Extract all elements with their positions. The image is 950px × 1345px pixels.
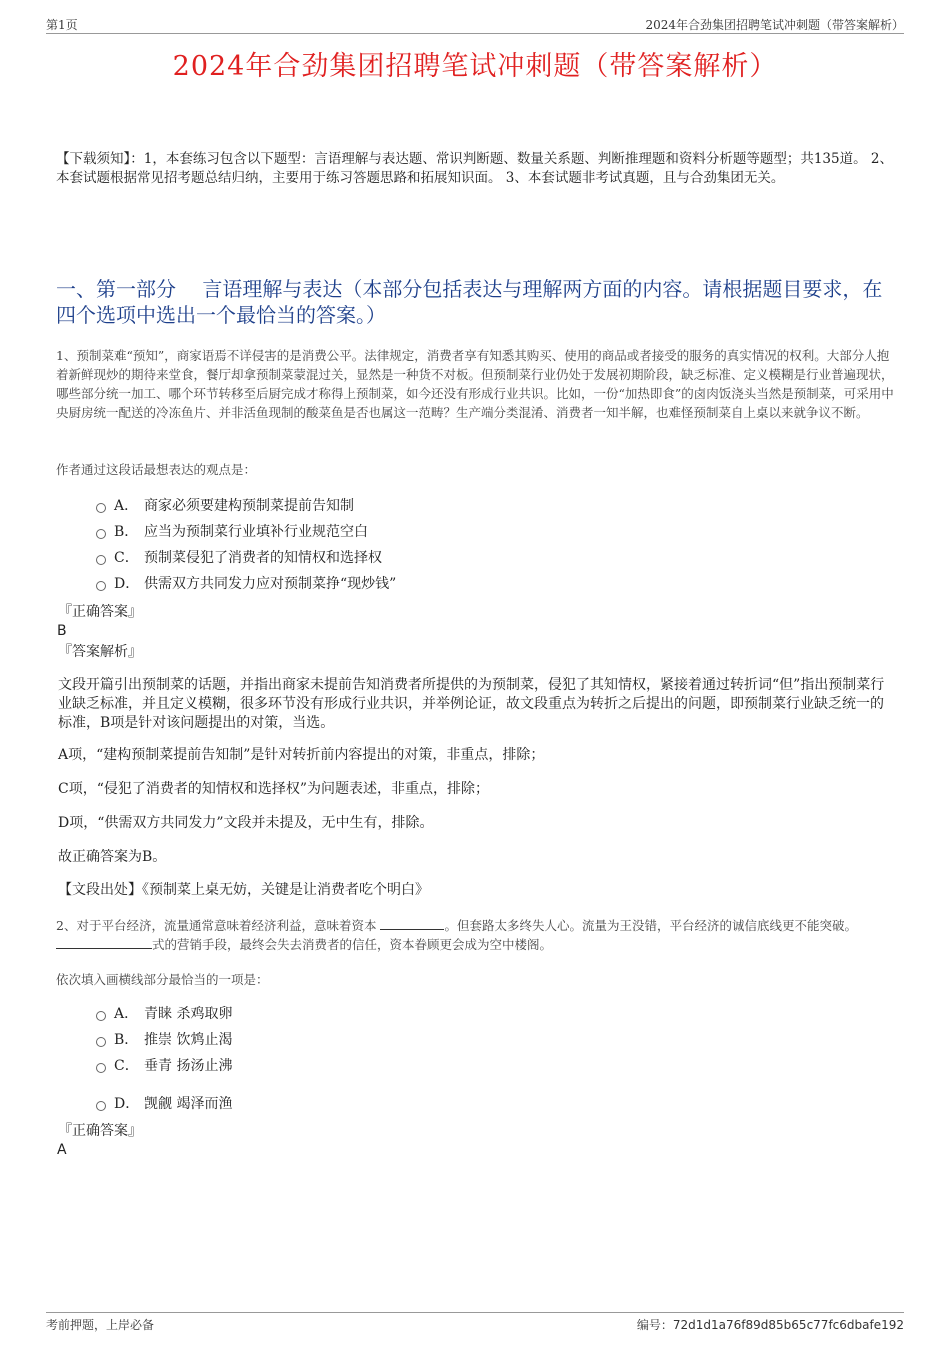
radio-icon[interactable]: [96, 529, 106, 539]
radio-icon[interactable]: [96, 555, 106, 565]
q2-answer-label: 『正确答案』: [58, 1123, 142, 1139]
fill-blank-2: [56, 935, 152, 949]
q2-option-c[interactable]: C． 垂青 扬汤止沸: [96, 1056, 232, 1076]
q1-analysis-d: D项，“供需双方共同发力”文段并未提及，无中生有，排除。: [58, 815, 434, 831]
radio-icon[interactable]: [96, 1063, 106, 1073]
section-title: 一、第一部分 言语理解与表达（本部分包括表达与理解两方面的内容。请根据题目要求，在四个选项中选出一个最恰当的答案。）: [56, 277, 883, 327]
question-1-prompt: 作者通过这段话最想表达的观点是：: [56, 462, 257, 477]
question-2-text: 2、对于平台经济，流量通常意味着经济利益，意味着资本 。但套路太多终失人心。流量为王没错，平台经济的诚信底线更不能突破。 式的营销手段，最终会失去消费者的信任，资本眷顾更会成为空中楼阁。: [56, 918, 857, 952]
page-number: 第1页: [46, 18, 78, 32]
footer-code: 编号：72d1d1a76f89d85b65c77fc6dbafe192: [636, 1318, 904, 1332]
q2-option-d[interactable]: D． 觊觎 竭泽而渔: [96, 1094, 232, 1114]
download-notice: 【下载须知】：1，本套练习包含以下题型：言语理解与表达题、常识判断题、数量关系题、判断推理题和资料分析题等题型；共135道。 2、本套试题根据常见招考题总结归纳，主要用于练习答题思路和拓展知识面。 3、本套试题非考试真题，且与合劲集团无关。: [56, 151, 893, 186]
q1-source: 【文段出处】《预制菜上桌无妨，关键是让消费者吃个明白》: [58, 882, 429, 898]
q1-option-b[interactable]: B． 应当为预制菜行业填补行业规范空白: [96, 522, 368, 542]
q1-option-d[interactable]: D． 供需双方共同发力应对预制菜挣“现炒钱”: [96, 574, 396, 594]
q1-answer-label: 『正确答案』: [58, 604, 142, 620]
q1-option-a[interactable]: A． 商家必须要建构预制菜提前告知制: [96, 496, 354, 516]
radio-icon[interactable]: [96, 503, 106, 513]
header-doc-title: 2024年合劲集团招聘笔试冲刺题（带答案解析）: [645, 18, 904, 32]
q2-option-b[interactable]: B． 推崇 饮鸩止渴: [96, 1030, 232, 1050]
footer-slogan: 考前押题，上岸必备: [46, 1318, 155, 1332]
q1-option-c[interactable]: C． 预制菜侵犯了消费者的知情权和选择权: [96, 548, 382, 568]
document-title: 2024年合劲集团招聘笔试冲刺题（带答案解析）: [172, 51, 778, 82]
q1-answer: B: [57, 623, 67, 639]
q2-answer: A: [57, 1142, 67, 1158]
q1-analysis-a: A项，“建构预制菜提前告知制”是针对转折前内容提出的对策，非重点，排除；: [58, 747, 545, 763]
radio-icon[interactable]: [96, 1011, 106, 1021]
q1-analysis-paragraph: 文段开篇引出预制菜的话题，并指出商家未提前告知消费者所提供的为预制菜，侵犯了其知情权，紧接着通过转折词“但”指出预制菜行业缺乏标准，并且定义模糊，很多环节没有形成行业共识，并举例论证，故文段重点为转折之后提出的问题，即预制菜行业缺乏统一的标准，B项是针对该问题提出的对策，当选。: [58, 677, 885, 731]
radio-icon[interactable]: [96, 581, 106, 591]
page-footer: [46, 1312, 904, 1334]
question-1-text: 1、预制菜难“预知”，商家语焉不详侵害的是消费公平。法律规定，消费者享有知悉其购买、使用的商品或者接受的服务的真实情况的权利。大部分人抱着新鲜现炒的期待来堂食，餐厅却拿预制菜蒙混过关，显然是一种货不对板。但预制菜行业仍处于发展初期阶段，缺乏标准、定义模糊是行业普遍现状，哪些部分统一加工、哪个环节转移至后厨完成才称得上预制菜，如今还没有形成行业共识。比如，一份“加热即食”的卤肉饭浇头当然是预制菜，可采用中央厨房统一配送的冷冻鱼片、并非活鱼现制的酸菜鱼是否也属这一范畴？生产端分类混淆、消费者一知半解，也难怪预制菜自上桌以来就争议不断。: [56, 348, 894, 420]
q1-analysis-label: 『答案解析』: [58, 644, 142, 660]
page-header: [46, 14, 904, 34]
fill-blank-1: [380, 916, 444, 930]
q2-option-a[interactable]: A． 青睐 杀鸡取卵: [96, 1004, 232, 1024]
q1-analysis-c: C项，“侵犯了消费者的知情权和选择权”为问题表述，非重点，排除；: [58, 781, 490, 797]
radio-icon[interactable]: [96, 1101, 106, 1111]
question-2-prompt: 依次填入画横线部分最恰当的一项是：: [56, 972, 269, 987]
q1-analysis-conclusion: 故正确答案为B。: [58, 849, 167, 865]
radio-icon[interactable]: [96, 1037, 106, 1047]
